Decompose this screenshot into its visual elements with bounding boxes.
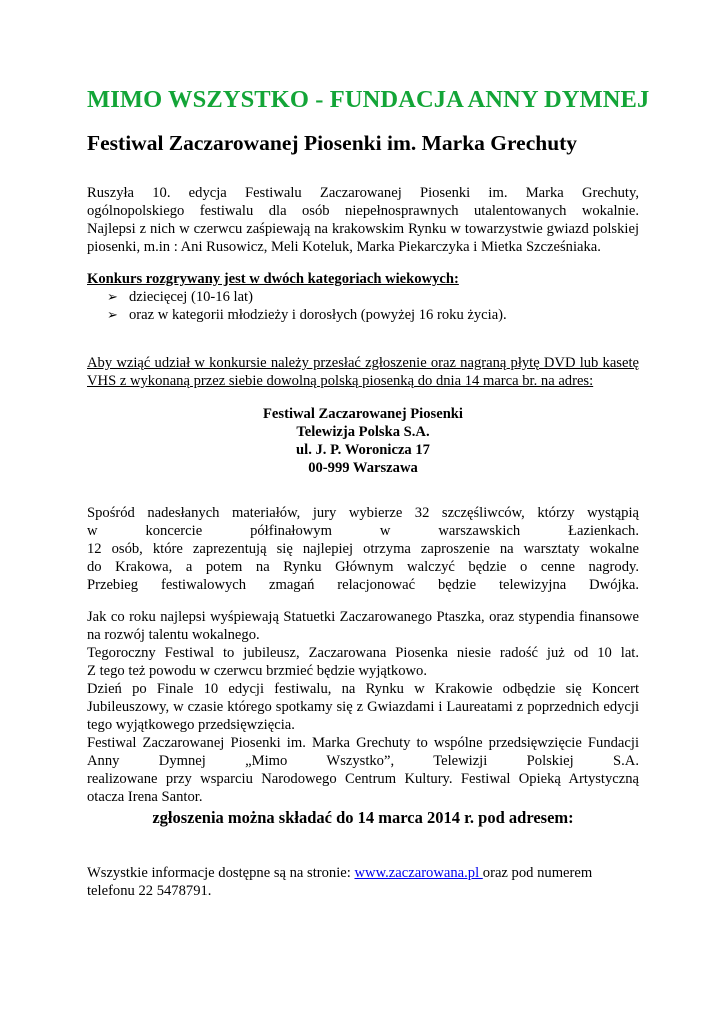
intro-line: Ruszyła 10. edycja Festiwalu Zaczarowanej Piosenki im. Marka Grechuty, xyxy=(87,185,639,201)
contact-paragraph xyxy=(87,864,639,900)
awards-line: Festiwal Zaczarowanej Piosenki im. Marka Grechuty to wspólne przedsięwzięcie Fundacji xyxy=(87,735,639,751)
deadline-notice: zgłoszenia można składać do 14 marca 2014 r. pod adresem: xyxy=(152,808,574,827)
categories-section xyxy=(87,270,639,324)
website-link[interactable]: www.zaczarowana.pl xyxy=(354,865,483,881)
selection-line: 12 osób, które zaprezentują się najlepiej otrzyma zaproszenie na warsztaty wokalne xyxy=(87,541,639,557)
organization-title: MIMO WSZYSTKO - FUNDACJA ANNY DYMNEJ xyxy=(87,86,650,113)
awards-line: tego wyjątkowego przedsięwzięcia. xyxy=(87,717,295,733)
awards-line: Dzień po Finale 10 edycji festiwalu, na Rynku w Krakowie odbędzie się Koncert xyxy=(87,681,639,697)
list-item xyxy=(87,306,639,324)
awards-line: Z tego też powodu w czerwcu brzmieć będzie wyjątkowo. xyxy=(87,663,427,679)
submission-paragraph xyxy=(87,354,639,390)
contact-suffix: oraz pod numerem xyxy=(482,865,593,881)
intro-line: piosenki, m.in : Ani Rusowicz, Meli Koteluk, Marka Piekarczyka i Mietka Szcześniaka. xyxy=(87,239,601,255)
awards-line: Jak co roku najlepsi wyśpiewają Statuetki Zaczarowanego Ptaszka, oraz stypendia finansowe xyxy=(87,609,639,625)
awards-line: Anny Dymnej „Mimo Wszystko”, Telewizji Polskiej S.A. xyxy=(87,753,639,769)
selection-paragraph xyxy=(87,504,639,594)
selection-line: Przebieg festiwalowych zmagań relacjonować będzie telewizyjna Dwójka. xyxy=(87,577,639,593)
address-line: ul. J. P. Woronicza 17 xyxy=(296,442,430,458)
list-item xyxy=(87,288,639,306)
mailing-address xyxy=(87,405,639,477)
arrow-bullet-icon: ➢ xyxy=(107,289,118,304)
contact-line xyxy=(87,864,639,882)
awards-line: Jubileuszowy, w czasie którego spotkamy się z Gwiazdami i Laureatami z poprzednich edycji xyxy=(87,699,639,715)
categories-heading: Konkurs rozgrywany jest w dwóch kategoriach wiekowych: xyxy=(87,271,459,287)
address-line: Telewizja Polska S.A. xyxy=(296,424,430,440)
selection-line: do Krakowa, a potem na Rynku Głównym walczyć będzie o cenne nagrody. xyxy=(87,559,639,575)
category-label: oraz w kategorii młodzieży i dorosłych (powyżej 16 roku życia). xyxy=(129,307,507,323)
address-line: 00-999 Warszawa xyxy=(308,460,418,476)
awards-line: otacza Irena Santor. xyxy=(87,789,203,805)
intro-line: Najlepsi z nich w czerwcu zaśpiewają na krakowskim Rynku w towarzystwie gwiazd polskiej xyxy=(87,221,639,237)
awards-line: realizowane przy wsparciu Narodowego Centrum Kultury. Festiwal Opieką Artystyczną xyxy=(87,771,639,787)
submission-line: VHS z wykonaną przez siebie dowolną polską piosenką do dnia 14 marca br. na adres: xyxy=(87,373,594,389)
arrow-bullet-icon: ➢ xyxy=(107,307,118,322)
intro-line: ogólnopolskiego festiwalu dla osób niepełnosprawnych utalentowanych wokalnie. xyxy=(87,203,639,219)
awards-line: na rozwój talentu wokalnego. xyxy=(87,627,260,643)
category-label: dziecięcej (10-16 lat) xyxy=(129,289,253,305)
festival-title: Festiwal Zaczarowanej Piosenki im. Marka Grechuty xyxy=(87,131,578,155)
awards-paragraph xyxy=(87,608,639,806)
contact-phone: telefonu 22 5478791. xyxy=(87,883,212,899)
selection-line: w koncercie półfinałowym w warszawskich Łazienkach. xyxy=(87,523,639,539)
selection-line: Spośród nadesłanych materiałów, jury wybierze 32 szczęśliwców, którzy wystąpią xyxy=(87,505,639,521)
contact-prefix: Wszystkie informacje dostępne są na stronie: xyxy=(87,865,355,881)
address-line: Festiwal Zaczarowanej Piosenki xyxy=(263,406,463,422)
categories-list xyxy=(87,288,639,324)
awards-line: Tegoroczny Festiwal to jubileusz, Zaczarowana Piosenka niesie radość już od 10 lat. xyxy=(87,645,639,661)
submission-line: Aby wziąć udział w konkursie należy przesłać zgłoszenie oraz nagraną płytę DVD lub kasetę xyxy=(87,355,639,371)
intro-paragraph xyxy=(87,184,639,256)
